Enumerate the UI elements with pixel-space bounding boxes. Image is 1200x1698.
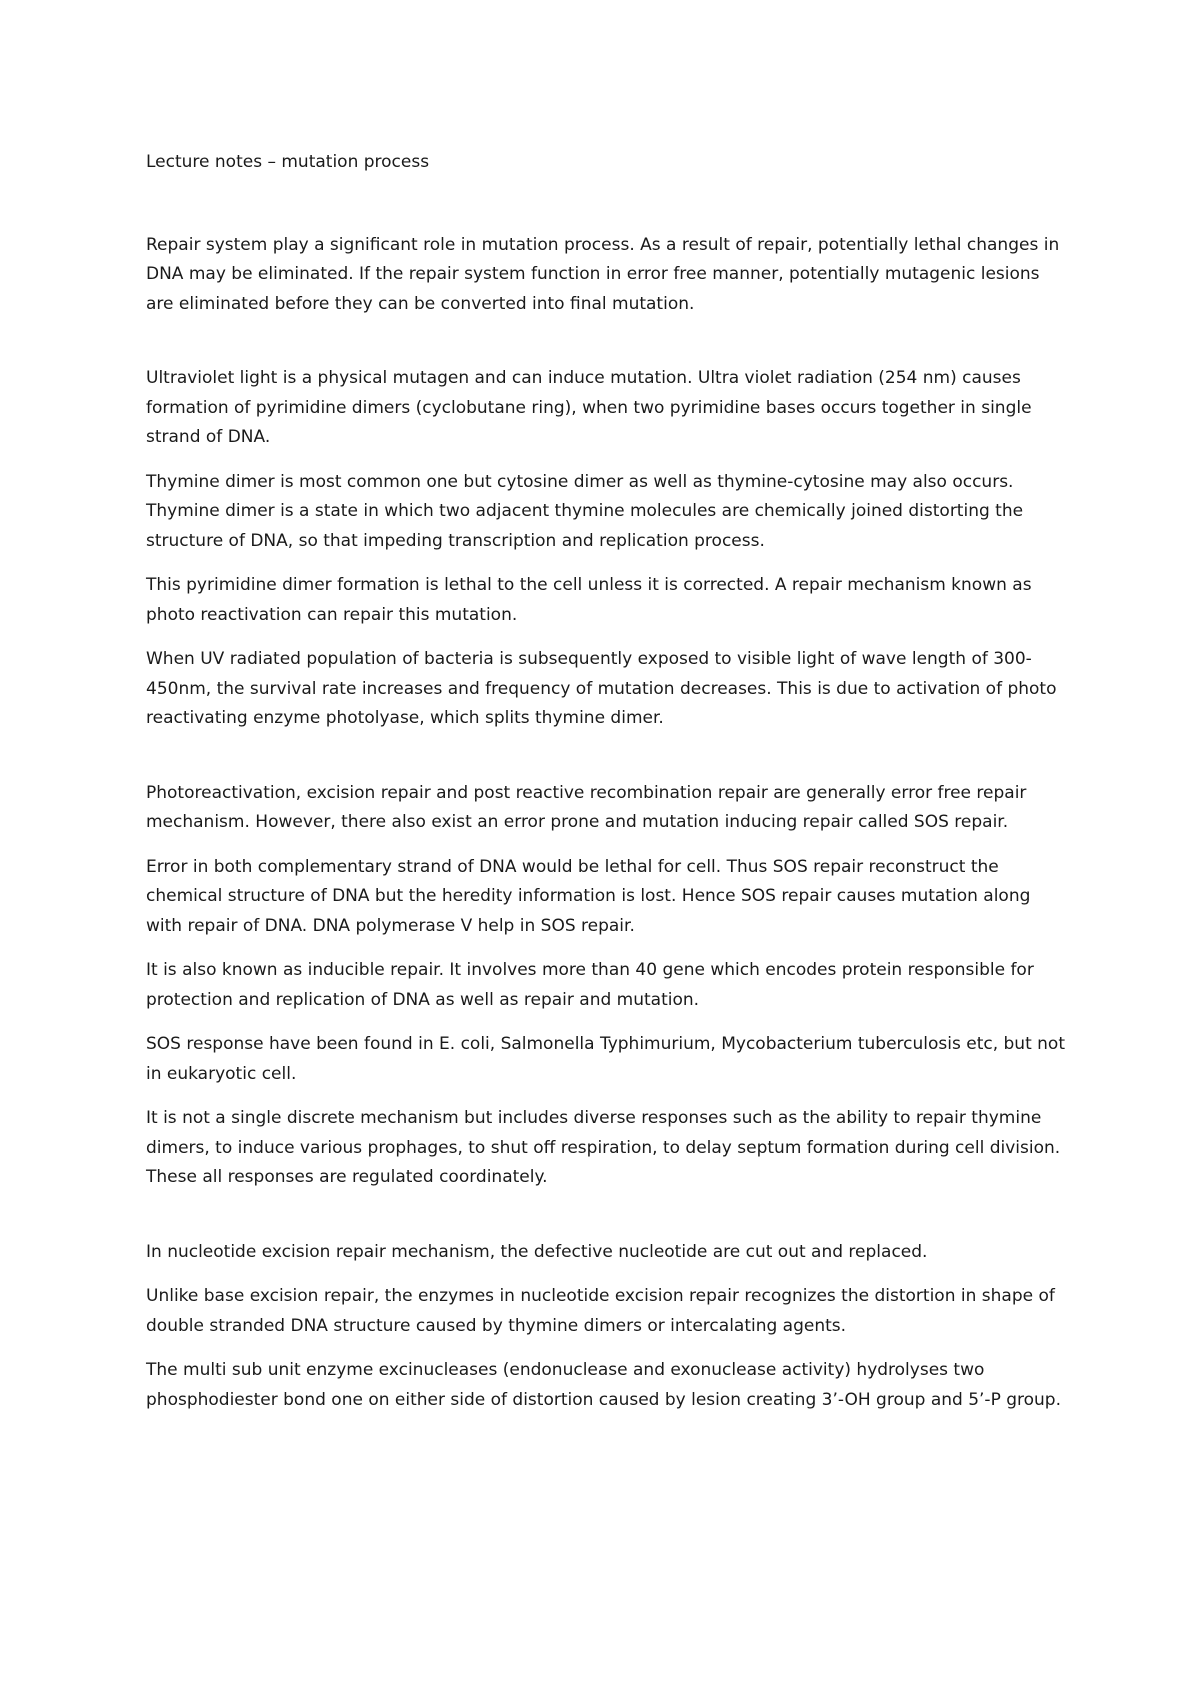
paragraph-diverse-responses: It is not a single discrete mechanism but includes diverse responses such as the ability to repair thymine dimers, to induce various prophages, to shut off respiration, to delay septum formation during cell division. These all responses are regulated coordinately. bbox=[146, 1108, 1061, 1187]
paragraph-complementary-strand: Error in both complementary strand of DNA would be lethal for cell. Thus SOS repair reconstruct the chemical structure of DNA but the heredity information is lost. Hence SOS repair causes mutation along with repair of DNA. DNA polymerase V help in SOS repair. bbox=[146, 856, 1031, 936]
paragraph-nucleotide-excision: In nucleotide excision repair mechanism, the defective nucleotide are cut out and replaced. bbox=[146, 1241, 928, 1262]
document-title: Lecture notes – mutation process bbox=[146, 152, 430, 172]
paragraph-excinucleases: The multi sub unit enzyme excinucleases (endonuclease and exonuclease activity) hydrolyses two phosphodiester bond one on either side of distortion caused by lesion creating 3’-OH group and 5’-P group. bbox=[146, 1360, 1061, 1410]
paragraph-photolyase: When UV radiated population of bacteria is subsequently exposed to visible light of wave length of 300-450nm, the survival rate increases and frequency of mutation decreases. This is due to activation of photo reactivating enzyme photolyase, which splits thymine dimer. bbox=[146, 649, 1057, 728]
paragraph-repair-system: Repair system play a significant role in mutation process. As a result of repair, potentially lethal changes in DNA may be eliminated. If the repair system function in error free manner, potentially mutagenic lesions are eliminated before they can be converted into final mutation. bbox=[146, 234, 1060, 314]
paragraph-sos-repair: Photoreactivation, excision repair and post reactive recombination repair are generally error free repair mechanism. However, there also exist an error prone and mutation inducing repair called SOS repair. bbox=[146, 782, 1027, 832]
paragraph-base-excision-contrast: Unlike base excision repair, the enzymes in nucleotide excision repair recognizes the distortion in shape of double stranded DNA structure caused by thymine dimers or intercalating agents. bbox=[146, 1286, 1055, 1336]
document-page bbox=[146, 148, 1066, 1430]
paragraph-ultraviolet: Ultraviolet light is a physical mutagen and can induce mutation. Ultra violet radiation (254 nm) causes formation of pyrimidine dimers (cyclobutane ring), when two pyrimidine bases occurs together in single strand of DNA. bbox=[146, 368, 1032, 447]
paragraph-pyrimidine-lethal: This pyrimidine dimer formation is lethal to the cell unless it is corrected. A repair mechanism known as photo reactivation can repair this mutation. bbox=[146, 575, 1032, 625]
paragraph-thymine-dimer: Thymine dimer is most common one but cytosine dimer as well as thymine-cytosine may also occurs. Thymine dimer is a state in which two adjacent thymine molecules are chemically joined distorting the structure of DNA, so that impeding transcription and replication process. bbox=[146, 471, 1024, 551]
paragraph-inducible-repair: It is also known as inducible repair. It involves more than 40 gene which encodes protein responsible for protection and replication of DNA as well as repair and mutation. bbox=[146, 960, 1034, 1010]
paragraph-sos-organisms: SOS response have been found in E. coli, Salmonella Typhimurium, Mycobacterium tuberculosis etc, but not in eukaryotic cell. bbox=[146, 1034, 1065, 1084]
